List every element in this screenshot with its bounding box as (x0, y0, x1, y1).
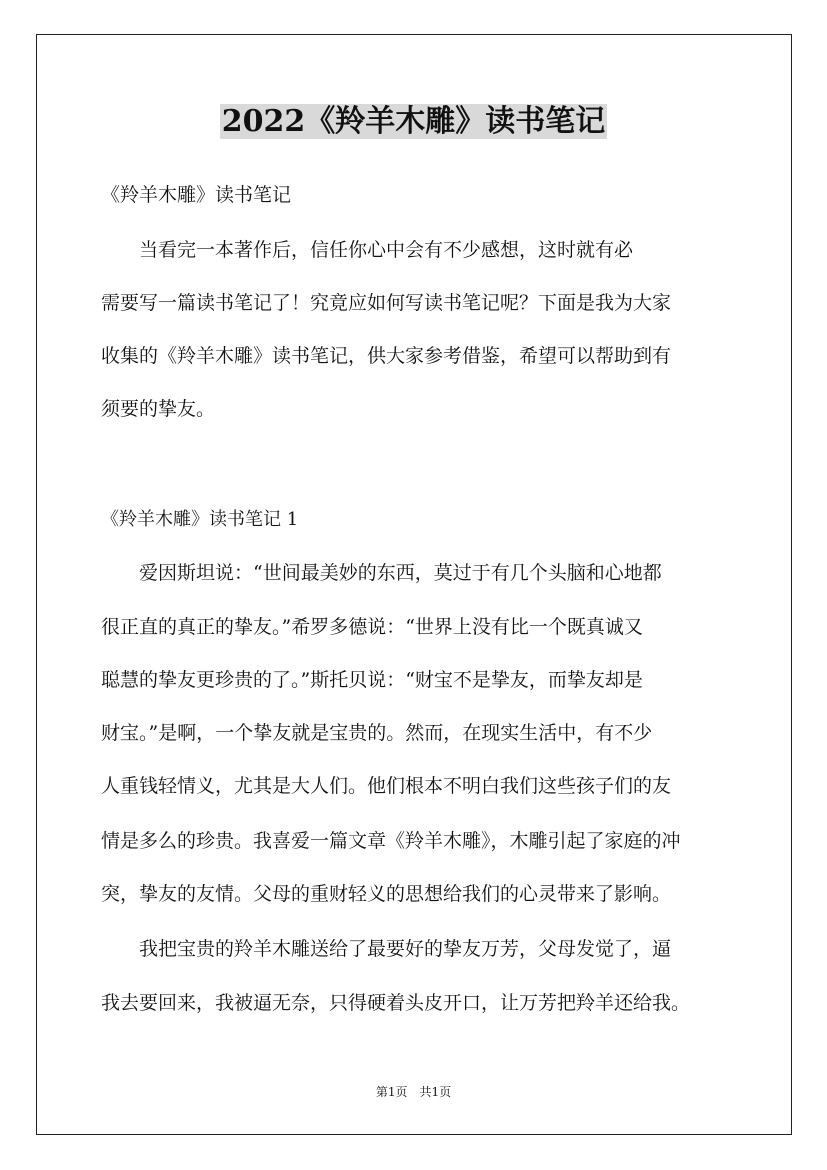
paragraph-line: 我去要回来，我被逼无奈，只得硬着头皮开口，让万芳把羚羊还给我。 (101, 992, 691, 1014)
section-heading: 《羚羊木雕》读书笔记 1 (101, 509, 299, 530)
paragraph-line: 人重钱轻情义，尤其是大人们。他们根本不明白我们这些孩子们的友 (101, 775, 672, 797)
intro-line: 需要写一篇读书笔记了！究竟应如何写读书笔记呢？下面是我为大家 (101, 292, 672, 314)
paragraph-line: 情是多么的珍贵。我喜爱一篇文章《羚羊木雕》，木雕引起了家庭的冲 (101, 830, 681, 852)
intro-line: 收集的《羚羊木雕》读书笔记，供大家参考借鉴，希望可以帮助到有 (101, 345, 672, 367)
intro-line: 当看完一本著作后，信任你心中会有不少感想，这时就有必 (101, 239, 634, 261)
paragraph-line: 我把宝贵的羚羊木雕送给了最要好的挚友万芳，父母发觉了，逼 (101, 938, 672, 960)
paragraph-line: 聪慧的挚友更珍贵的了。”斯托贝说：“财宝不是挚友，而挚友却是 (101, 669, 643, 691)
intro-line: 须要的挚友。 (101, 398, 216, 420)
paragraph-line: 财宝。”是啊，一个挚友就是宝贵的。然而，在现实生活中，有不少 (101, 722, 653, 744)
page-footer: 第1页 共1页 (375, 1085, 452, 1099)
document-title: 2022《羚羊木雕》读书笔记 (221, 104, 606, 139)
document-subtitle: 《羚羊木雕》读书笔记 (101, 184, 292, 206)
paragraph-line: 爱因斯坦说：“世间最美妙的东西，莫过于有几个头脑和心地都 (101, 562, 662, 584)
paragraph-line: 突，挚友的友情。父母的重财轻义的思想给我们的心灵带来了影响。 (101, 883, 672, 905)
paragraph-line: 很正直的真正的挚友。”希罗多德说：“世界上没有比一个既真诚又 (101, 616, 643, 638)
